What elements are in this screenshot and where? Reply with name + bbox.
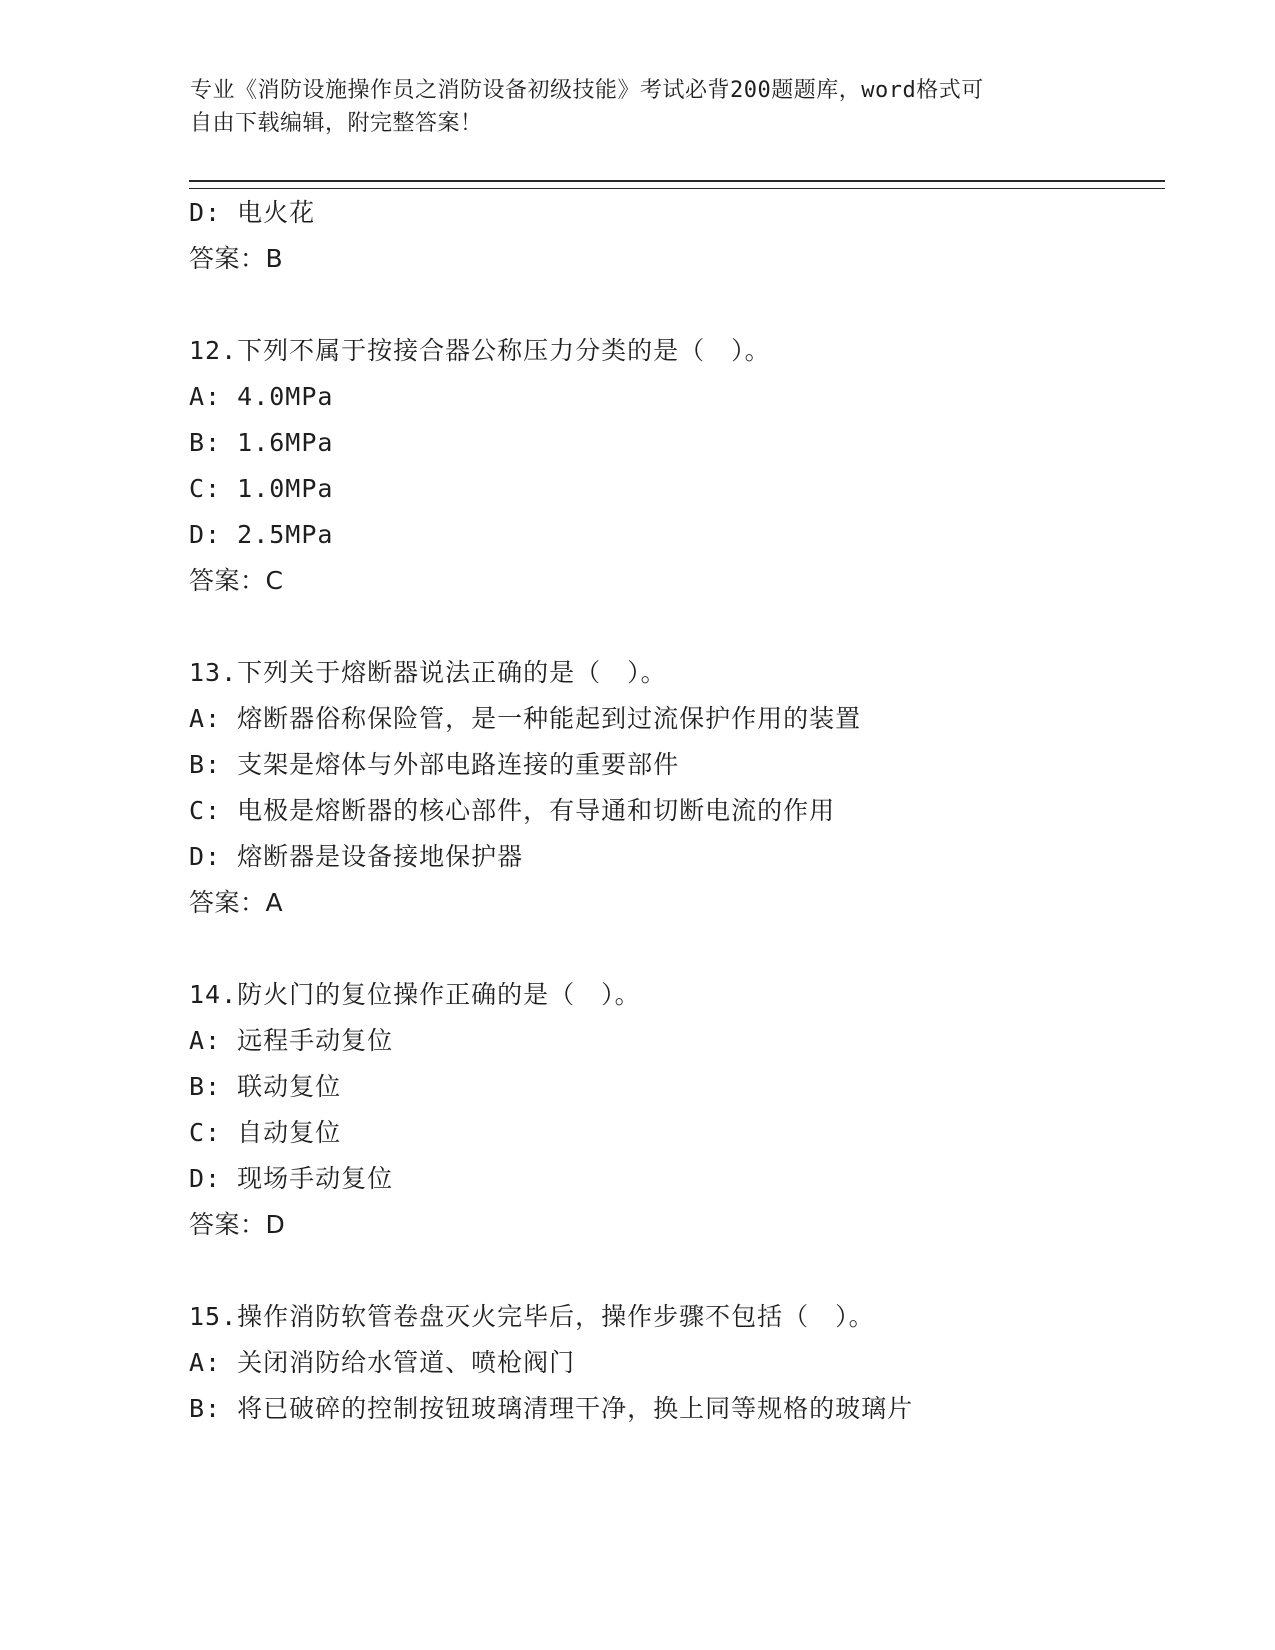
question-13 bbox=[189, 650, 1169, 926]
header-line-2: 自由下载编辑，附完整答案！ bbox=[190, 111, 483, 136]
question-stem: 12.下列不属于按接合器公称压力分类的是（ ）。 bbox=[189, 336, 771, 365]
option-d: D: 2.5MPa bbox=[189, 520, 334, 549]
option-d: D: 电火花 bbox=[189, 198, 316, 227]
question-12 bbox=[189, 328, 1169, 604]
spacer bbox=[189, 604, 1169, 650]
question-stem: 15.操作消防软管卷盘灭火完毕后，操作步骤不包括（ ）。 bbox=[189, 1302, 875, 1331]
option-b: B: 支架是熔体与外部电路连接的重要部件 bbox=[189, 750, 680, 779]
question-14 bbox=[189, 972, 1169, 1248]
option-a: A: 4.0MPa bbox=[189, 382, 334, 411]
option-c: C: 电极是熔断器的核心部件，有导通和切断电流的作用 bbox=[189, 796, 836, 825]
option-c: C: 1.0MPa bbox=[189, 474, 334, 503]
option-b: B: 联动复位 bbox=[189, 1072, 342, 1101]
spacer bbox=[189, 282, 1169, 328]
option-a: A: 熔断器俗称保险管，是一种能起到过流保护作用的装置 bbox=[189, 704, 862, 733]
answer-line: 答案：A bbox=[189, 888, 284, 917]
option-c: C: 自动复位 bbox=[189, 1118, 342, 1147]
header-divider bbox=[189, 180, 1165, 189]
question-stem: 14.防火门的复位操作正确的是（ ）。 bbox=[189, 980, 641, 1009]
option-d: D: 现场手动复位 bbox=[189, 1164, 394, 1193]
option-a: A: 远程手动复位 bbox=[189, 1026, 394, 1055]
page-header bbox=[190, 74, 1090, 140]
spacer bbox=[189, 1248, 1169, 1294]
answer-line: 答案：D bbox=[189, 1210, 286, 1239]
option-a: A: 关闭消防给水管道、喷枪阀门 bbox=[189, 1348, 576, 1377]
option-b: B: 1.6MPa bbox=[189, 428, 334, 457]
option-b: B: 将已破碎的控制按钮玻璃清理干净，换上同等规格的玻璃片 bbox=[189, 1394, 914, 1423]
header-line-1: 专业《消防设施操作员之消防设备初级技能》考试必背200题题库，word格式可 bbox=[190, 78, 984, 103]
question-15 bbox=[189, 1294, 1169, 1432]
question-11-tail bbox=[189, 190, 1169, 282]
answer-line: 答案：C bbox=[189, 566, 284, 595]
question-stem: 13.下列关于熔断器说法正确的是（ ）。 bbox=[189, 658, 667, 687]
document-body bbox=[189, 190, 1169, 1432]
spacer bbox=[189, 926, 1169, 972]
option-d: D: 熔断器是设备接地保护器 bbox=[189, 842, 524, 871]
answer-line: 答案：B bbox=[189, 244, 284, 273]
